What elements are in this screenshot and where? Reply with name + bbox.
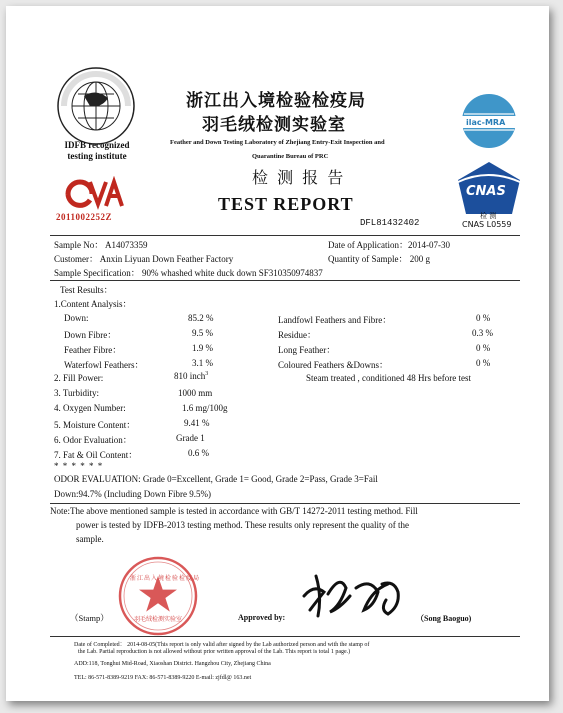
- note-line-1: Note:The above mentioned sample is tested in accordance with GB/T 14272-2011 testing method. Fill: [50, 506, 418, 516]
- date-of-application: Date of Application：2014-07-30: [328, 240, 450, 250]
- signature-icon: [298, 566, 418, 622]
- item-label: 3. Turbidity:: [54, 388, 100, 398]
- result-value: 85.2 %: [188, 313, 214, 323]
- red-stamp-icon: [116, 554, 200, 638]
- stamp-center-text: 羽毛绒检测实验室: [134, 616, 183, 623]
- result-label: Residue：: [278, 330, 316, 340]
- cn-report-title: 检 测 报 告: [252, 168, 346, 187]
- report-number: DFL81432402: [360, 218, 420, 228]
- stamp-ring-text: 浙江出入境检验检疫局: [130, 575, 201, 582]
- footer-line-1: Date of Completed： 2014-08-05(This report is only valid after signed by the Lab authorized person and with the stamp of: [74, 642, 370, 648]
- item-label: 5. Moisture Content：: [54, 420, 136, 430]
- report-page: [6, 6, 549, 701]
- item-value: 9.41 %: [184, 418, 210, 428]
- down-total: Down:94.7% (Including Down Fibre 9.5%): [54, 489, 211, 499]
- result-value: 0 %: [476, 343, 491, 353]
- result-value: 9.5 %: [192, 328, 213, 338]
- header-divider: [50, 235, 520, 236]
- cnas-number: CNAS L0559: [462, 220, 512, 229]
- cma-logo-icon: [62, 176, 132, 212]
- en-report-title: TEST REPORT: [218, 194, 354, 214]
- steam-note: Steam treated , conditioned 48 Hrs before test: [306, 373, 471, 383]
- item-value: 1.6 mg/100g: [182, 403, 228, 413]
- results-heading: Test Results：: [60, 285, 113, 295]
- result-label: Waterfowl Feathers：: [64, 360, 144, 370]
- cn-title-1: 浙江出入境检验检疫局: [186, 91, 366, 111]
- footer-address: ADD:118, Tonghui Mid-Road, Xiaoshan District. Hangzhou City, Zhejiang China: [74, 661, 271, 667]
- result-label: Feather Fibre：: [64, 345, 122, 355]
- item-label: 7. Fat & Oil Content：: [54, 450, 138, 460]
- quantity-of-sample: Quantity of Sample： 200 g: [328, 254, 430, 264]
- sample-divider: [50, 280, 520, 281]
- footer-line-2: the Lab. Partial reproduction is not allowed without prior written approval of the Lab. This report is total 1 page.): [78, 649, 351, 655]
- ilac-label: ilac-MRA: [466, 118, 506, 127]
- item-value: Grade 1: [176, 433, 205, 443]
- item-label: 4. Oxygen Number:: [54, 403, 126, 413]
- odor-evaluation-legend: ODOR EVALUATION: Grade 0=Excellent, Grade 1= Good, Grade 2=Pass, Grade 3=Fail: [54, 474, 378, 484]
- sample-specification: Sample Specification： 90% whashed white duck down SF310350974837: [54, 268, 323, 278]
- content-analysis-heading: 1.Content Analysis：: [54, 299, 132, 309]
- signer-name: （Song Baoguo): [416, 614, 472, 623]
- footer-divider: [50, 636, 520, 637]
- en-subtitle-1: Feather and Down Testing Laboratory of Zhejiang Entry-Exit Inspection and: [170, 139, 385, 146]
- item-value-fill-power: 810 inch$^3$: [174, 371, 209, 381]
- result-value: 1.9 %: [192, 343, 213, 353]
- footer-contact: TEL: 86-571-8389-9219 FAX: 86-571-8389-9220 E-mail: zjfdl@ 163.net: [74, 675, 252, 681]
- note-line-3: sample.: [76, 534, 104, 544]
- results-divider: [50, 503, 520, 504]
- result-label: Landfowl Feathers and Fibre：: [278, 315, 392, 325]
- en-subtitle-2: Quarantine Bureau of PRC: [252, 153, 329, 160]
- cnas-label: CNAS: [466, 184, 506, 199]
- result-label: Down Fibre：: [64, 330, 117, 340]
- stamp-label: （Stamp）: [70, 613, 109, 623]
- item-label: 2. Fill Power:: [54, 373, 104, 383]
- result-label: Coloured Feathers &Downs：: [278, 360, 388, 370]
- stars-separator: * * * * * *: [54, 461, 104, 471]
- sample-number: Sample No： A14073359: [54, 240, 148, 250]
- result-value: 0 %: [476, 313, 491, 323]
- cnas-cn: 检 测: [480, 212, 497, 220]
- idfb-caption: IDFB recognized testing institute: [64, 140, 130, 161]
- cma-number: 2011002252Z: [56, 212, 113, 222]
- note-line-2: power is tested by IDFB-2013 testing method. These results only represent the quality of the: [76, 520, 410, 530]
- result-value: 0.3 %: [472, 328, 493, 338]
- item-value: 0.6 %: [188, 448, 209, 458]
- result-value: 0 %: [476, 358, 491, 368]
- approved-by-label: Approved by:: [238, 613, 286, 622]
- result-value: 3.1 %: [192, 358, 213, 368]
- idfb-globe-icon: [56, 66, 136, 146]
- cn-title-2: 羽毛绒检测实验室: [202, 115, 346, 135]
- item-label: 6. Odor Evaluation：: [54, 435, 132, 445]
- result-label: Long Feather：: [278, 345, 336, 355]
- item-value: 1000 mm: [178, 388, 213, 398]
- customer: Customer： Anxin Liyuan Down Feather Factory: [54, 254, 234, 264]
- result-label: Down:: [64, 313, 89, 323]
